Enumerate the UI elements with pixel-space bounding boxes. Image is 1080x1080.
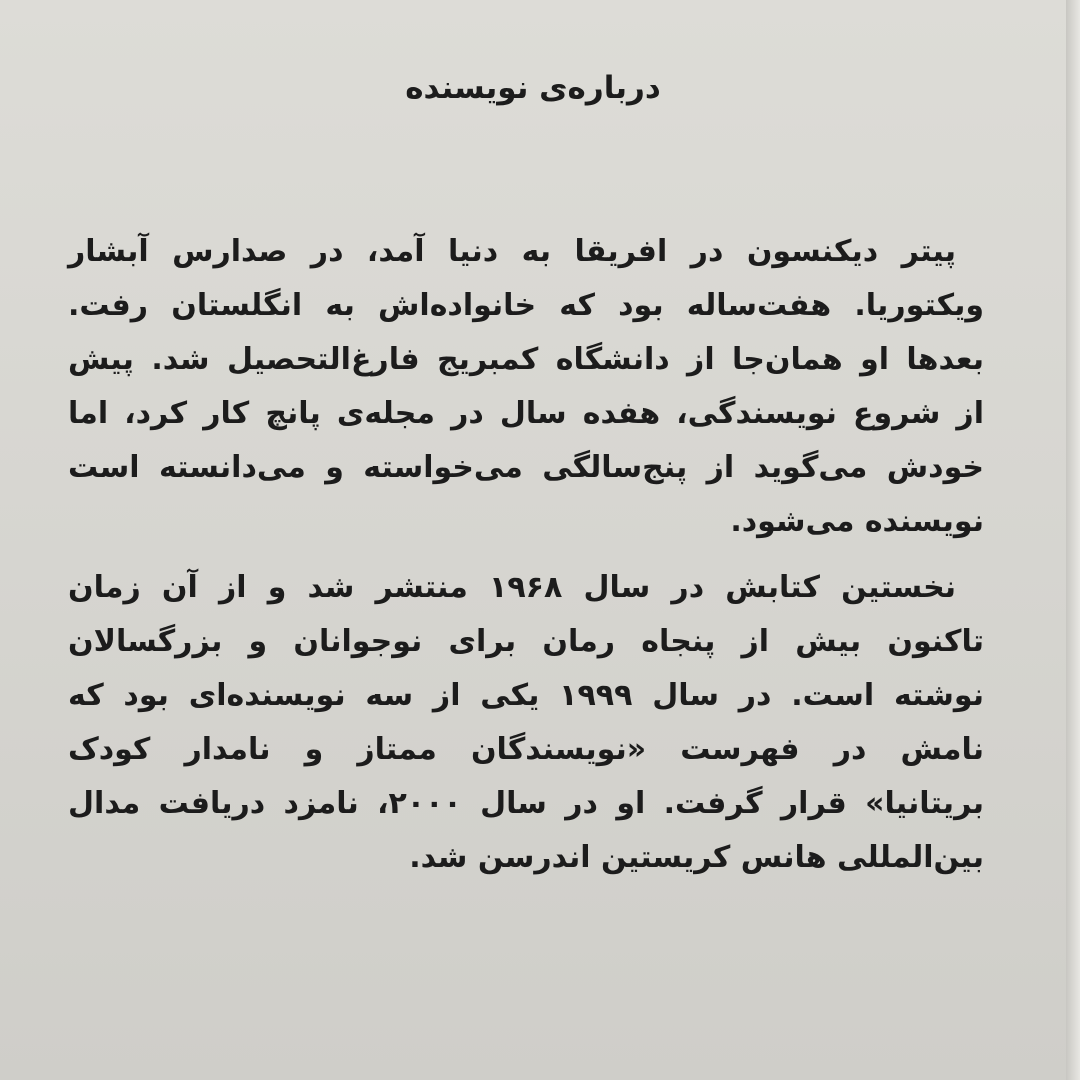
text-line: تاکنون بیش از پنجاه رمان برای نوجوانان و بزرگسالان xyxy=(68,624,984,659)
text-line: بریتانیا» قرار گرفت. او در سال ۲۰۰۰، نامزد دریافت مدال xyxy=(68,786,984,821)
text-line: از شروع نویسندگی، هفده سال در مجله‌ی پانچ کار کرد، اما xyxy=(68,396,984,431)
text-line: ویکتوریا. هفت‌ساله بود که خانواده‌اش به انگلستان رفت. xyxy=(68,288,984,323)
text-line: پیتر دیکنسون در افریقا به دنیا آمد، در صدارس آبشار xyxy=(68,234,956,269)
text-line: نامش در فهرست «نویسندگان ممتاز و نامدار کودک xyxy=(68,732,984,767)
text-line: بعدها او همان‌جا از دانشگاه کمبریج فارغ‌التحصیل شد. پیش xyxy=(68,342,984,377)
paragraph-1 xyxy=(68,225,984,549)
text-line: نویسنده می‌شود. xyxy=(730,504,984,539)
text-line: خودش می‌گوید از پنج‌سالگی می‌خواسته و می‌دانسته است xyxy=(68,450,984,485)
author-biography xyxy=(68,225,984,897)
text-line: بین‌المللی هانس کریستین اندرسن شد. xyxy=(409,840,984,875)
text-line: نوشته است. در سال ۱۹۹۹ یکی از سه نویسنده‌ای بود که xyxy=(68,678,984,713)
paragraph-2 xyxy=(68,561,984,885)
page-title: درباره‌ی نویسنده xyxy=(405,70,661,106)
text-line: نخستین کتابش در سال ۱۹۶۸ منتشر شد و از آن زمان xyxy=(68,570,956,605)
page-edge xyxy=(1066,0,1080,1080)
